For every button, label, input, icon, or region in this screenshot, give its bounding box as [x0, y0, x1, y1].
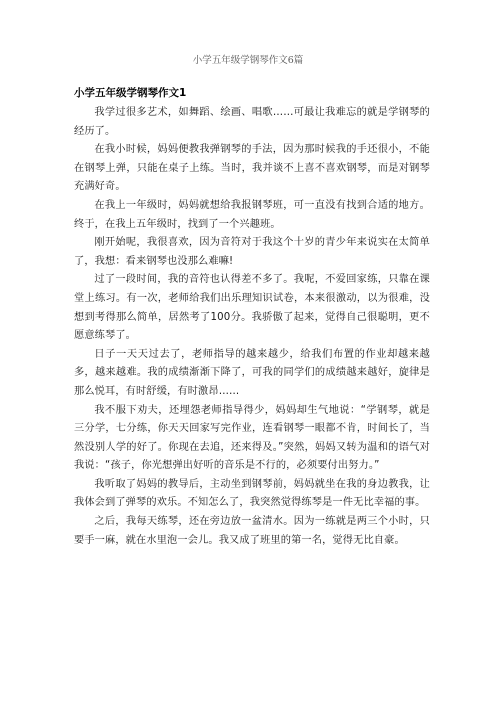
article-body	[74, 85, 430, 550]
document-header: 小学五年级学钢琴作文6篇	[192, 55, 304, 66]
paragraph: 之后，我每天练琴，还在旁边放一盆清水。因为一练就是两三个小时，只要手一麻，就在水里泡一会儿。我又成了班里的第一名，觉得无比自豪。	[74, 516, 430, 546]
paragraph: 我不服下劝夫，还埋怨老师指导得少，妈妈却生气地说：“学钢琴，就是三分学，七分练，你天天回家写完作业，连看钢琴一眼都不肯，时间长了，当然没别人学的好了。你现在去追，还来得及。”突然，妈妈又转为温和的语气对我说：“孩子，你光想弹出好听的音乐是不行的，必须要付出努力。”	[74, 404, 430, 472]
paragraph: 在我小时候，妈妈便教我弹钢琴的手法，因为那时候我的手还很小，不能在钢琴上弹，只能在桌子上练。当时，我并谈不上喜不喜欢钢琴，而是对钢琴充满好奇。	[74, 144, 430, 193]
paragraph: 刚开始呢，我很喜欢，因为音符对于我这个十岁的青少年来说实在太简单了，我想：看来钢琴也没那么难嘛!	[74, 237, 430, 267]
paragraph: 我学过很多艺术，如舞蹈、绘画、唱歌……可最让我难忘的就是学钢琴的经历了。	[74, 107, 430, 137]
article-title: 小学五年级学钢琴作文1	[74, 87, 187, 99]
paragraph: 日子一天天过去了，老师指导的越来越少，给我们布置的作业却越来越多，越来越难。我的成绩渐渐下降了，可我的同学们的成绩越来越好，旋律是那么悦耳，有时舒缓，有时激昂……	[74, 348, 430, 397]
paragraph: 过了一段时间，我的音符也认得差不多了。我呢，不爱回家练，只靠在课堂上练习。有一次，老师给我们出乐理知识试卷，本来很激动，以为很难，没想到考得那么简单，居然考了100分。我骄傲了起来，觉得自己很聪明，更不愿意练琴了。	[74, 274, 430, 342]
paragraph: 我听取了妈妈的教导后，主动坐到钢琴前，妈妈就坐在我的身边教我，让我体会到了弹琴的欢乐。不知怎么了，我突然觉得练琴是一件无比幸福的事。	[74, 478, 430, 509]
paragraph: 在我上一年级时，妈妈就想给我报钢琴班，可一直没有找到合适的地方。终于，在我上五年级时，找到了一个兴趣班。	[74, 199, 430, 230]
